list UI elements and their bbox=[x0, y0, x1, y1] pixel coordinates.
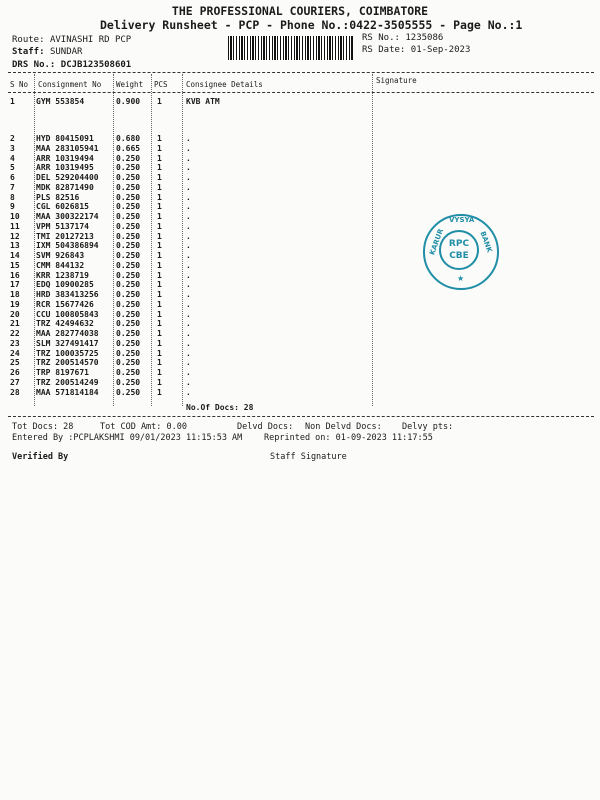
reprinted-on: Reprinted on: 01-09-2023 11:17:55 bbox=[264, 433, 433, 443]
company-title: THE PROFESSIONAL COURIERS, COIMBATORE bbox=[171, 4, 429, 18]
bank-stamp bbox=[423, 214, 499, 290]
row-sno: 18 bbox=[10, 290, 20, 299]
rs-date-value: 01-Sep-2023 bbox=[410, 45, 471, 55]
row-consignee: . bbox=[186, 348, 191, 358]
table-row bbox=[0, 388, 600, 398]
row-consignee: . bbox=[186, 338, 191, 348]
table-row bbox=[0, 202, 600, 212]
row-consignment: RCR 15677426 bbox=[36, 299, 94, 309]
stamp-ring-right: BANK bbox=[478, 230, 494, 254]
table-row bbox=[0, 339, 600, 349]
col-consignee: Consignee Details bbox=[186, 80, 263, 89]
table-row bbox=[0, 271, 600, 281]
row-consignee: . bbox=[186, 290, 191, 299]
row-pcs: 1 bbox=[157, 153, 162, 163]
table-row bbox=[0, 378, 600, 388]
row-pcs: 1 bbox=[157, 97, 162, 106]
table-row bbox=[0, 310, 600, 320]
row-consignment: CMM 844132 bbox=[36, 260, 85, 270]
row-sno: 11 bbox=[10, 221, 20, 231]
row-consignment: MAA 571814184 bbox=[36, 387, 99, 397]
row-sno: 7 bbox=[10, 182, 15, 192]
row-pcs: 1 bbox=[157, 143, 162, 153]
table-row bbox=[0, 144, 600, 154]
route-label: Route: bbox=[12, 35, 45, 45]
row-pcs: 1 bbox=[157, 182, 162, 192]
row-consignment: EDQ 10900285 bbox=[36, 280, 94, 290]
row-pcs: 1 bbox=[157, 329, 162, 338]
rs-no-line bbox=[362, 33, 443, 43]
row-sno: 16 bbox=[10, 270, 20, 280]
row-weight: 0.250 bbox=[116, 358, 141, 368]
table-row bbox=[0, 97, 600, 107]
row-weight: 0.250 bbox=[116, 221, 141, 231]
row-consignment: MAA 283105941 bbox=[36, 143, 99, 153]
row-pcs: 1 bbox=[157, 192, 162, 202]
table-row bbox=[0, 232, 600, 242]
row-pcs: 1 bbox=[157, 299, 162, 309]
row-pcs: 1 bbox=[157, 348, 162, 358]
row-pcs: 1 bbox=[157, 251, 162, 260]
row-consignment: CGL 6026815 bbox=[36, 202, 89, 212]
row-consignee: . bbox=[186, 163, 191, 173]
row-weight: 0.250 bbox=[116, 173, 141, 182]
row-weight: 0.250 bbox=[116, 260, 141, 270]
table-row bbox=[0, 154, 600, 164]
row-weight: 0.680 bbox=[116, 134, 141, 143]
table-row bbox=[0, 251, 600, 261]
staff-line bbox=[12, 47, 82, 57]
row-consignee: . bbox=[186, 173, 191, 182]
table-row bbox=[0, 329, 600, 339]
row-pcs: 1 bbox=[157, 221, 162, 231]
table-row bbox=[0, 183, 600, 193]
row-sno: 15 bbox=[10, 260, 20, 270]
row-consignment: VPM 5137174 bbox=[36, 221, 89, 231]
row-consignee: . bbox=[186, 241, 191, 251]
table-row bbox=[0, 241, 600, 251]
row-sno: 5 bbox=[10, 163, 15, 173]
row-consignment: SLM 327491417 bbox=[36, 338, 99, 348]
row-weight: 0.250 bbox=[116, 348, 141, 358]
row-weight: 0.250 bbox=[116, 377, 141, 387]
table-row bbox=[0, 134, 600, 144]
row-weight: 0.900 bbox=[116, 97, 141, 106]
col-weight: Weight bbox=[116, 80, 144, 89]
row-pcs: 1 bbox=[157, 231, 162, 241]
row-consignment: TRZ 100035725 bbox=[36, 348, 99, 358]
row-pcs: 1 bbox=[157, 387, 162, 397]
route-line bbox=[12, 35, 131, 45]
table-row bbox=[0, 358, 600, 368]
tot-docs: Tot Docs: 28 bbox=[12, 422, 74, 432]
table-row bbox=[0, 368, 600, 378]
row-sno: 3 bbox=[10, 143, 15, 153]
row-consignee: . bbox=[186, 192, 191, 202]
row-consignee: . bbox=[186, 221, 191, 231]
table-row bbox=[0, 261, 600, 271]
row-sno: 26 bbox=[10, 368, 20, 377]
row-consignment: PLS 82516 bbox=[36, 192, 80, 202]
drs-value: DCJB123508601 bbox=[60, 60, 132, 70]
row-consignee: KVB ATM bbox=[186, 97, 220, 106]
row-consignment: IXM 504386894 bbox=[36, 241, 99, 251]
staff-label: Staff: bbox=[12, 47, 45, 57]
row-pcs: 1 bbox=[157, 260, 162, 270]
footer-rule bbox=[8, 416, 594, 417]
row-consignee: . bbox=[186, 280, 191, 290]
col-consignment: Consignment No bbox=[38, 80, 102, 89]
row-consignment: CCU 100805843 bbox=[36, 309, 99, 319]
row-consignee: . bbox=[186, 134, 191, 143]
table-row bbox=[0, 280, 600, 290]
header-bottom-rule bbox=[8, 92, 594, 93]
table-row bbox=[0, 349, 600, 359]
row-pcs: 1 bbox=[157, 241, 162, 251]
table-row bbox=[0, 319, 600, 329]
row-sno: 4 bbox=[10, 153, 15, 163]
row-weight: 0.250 bbox=[116, 280, 141, 290]
row-weight: 0.250 bbox=[116, 241, 141, 251]
row-weight: 0.250 bbox=[116, 231, 141, 241]
stamp-center-top: RPC bbox=[448, 239, 470, 249]
row-pcs: 1 bbox=[157, 338, 162, 348]
row-consignee: . bbox=[186, 260, 191, 270]
row-consignee: . bbox=[186, 358, 191, 368]
row-pcs: 1 bbox=[157, 290, 162, 299]
row-consignee: . bbox=[186, 202, 191, 212]
row-sno: 28 bbox=[10, 387, 20, 397]
row-pcs: 1 bbox=[157, 173, 162, 182]
row-pcs: 1 bbox=[157, 368, 162, 377]
table-row bbox=[0, 163, 600, 173]
row-consignment: DEL 529204400 bbox=[36, 173, 99, 182]
row-pcs: 1 bbox=[157, 377, 162, 387]
row-sno: 8 bbox=[10, 192, 15, 202]
row-weight: 0.250 bbox=[116, 319, 141, 329]
stamp-center-bottom: CBE bbox=[449, 251, 469, 261]
delvd-docs: Delvd Docs: bbox=[237, 422, 294, 432]
row-weight: 0.665 bbox=[116, 143, 141, 153]
row-sno: 17 bbox=[10, 280, 20, 290]
row-sno: 6 bbox=[10, 173, 15, 182]
row-consignee: . bbox=[186, 153, 191, 163]
row-pcs: 1 bbox=[157, 270, 162, 280]
rs-date-label: RS Date: bbox=[362, 45, 406, 55]
row-sno: 21 bbox=[10, 319, 20, 329]
row-consignment: ARR 10319495 bbox=[36, 163, 94, 173]
row-pcs: 1 bbox=[157, 202, 162, 212]
row-pcs: 1 bbox=[157, 319, 162, 329]
row-consignment: MDK 82871490 bbox=[36, 182, 94, 192]
row-sno: 13 bbox=[10, 241, 20, 251]
row-consignment: TRP 8197671 bbox=[36, 368, 89, 377]
table-row bbox=[0, 290, 600, 300]
verified-by: Verified By bbox=[12, 452, 69, 462]
delvy-pts: Delvy pts: bbox=[402, 422, 454, 432]
row-sno: 1 bbox=[10, 97, 15, 106]
rs-date-line bbox=[362, 45, 470, 55]
row-consignee: . bbox=[186, 377, 191, 387]
stamp-ring-top: VYSYA bbox=[449, 216, 475, 224]
row-consignment: TMI 20127213 bbox=[36, 231, 94, 241]
row-weight: 0.250 bbox=[116, 329, 141, 338]
row-weight: 0.250 bbox=[116, 153, 141, 163]
row-weight: 0.250 bbox=[116, 182, 141, 192]
row-consignee: . bbox=[186, 231, 191, 241]
row-sno: 14 bbox=[10, 251, 20, 260]
row-weight: 0.250 bbox=[116, 202, 141, 212]
row-weight: 0.250 bbox=[116, 270, 141, 280]
staff-value: SUNDAR bbox=[49, 47, 83, 57]
row-weight: 0.250 bbox=[116, 192, 141, 202]
no-of-docs: No.Of Docs: 28 bbox=[186, 403, 254, 412]
table-row bbox=[0, 193, 600, 203]
stamp-center bbox=[439, 230, 479, 270]
row-consignment: MAA 300322174 bbox=[36, 212, 99, 221]
table-row bbox=[0, 173, 600, 183]
row-sno: 19 bbox=[10, 299, 20, 309]
row-pcs: 1 bbox=[157, 134, 162, 143]
row-weight: 0.250 bbox=[116, 212, 141, 221]
row-pcs: 1 bbox=[157, 280, 162, 290]
row-weight: 0.250 bbox=[116, 387, 141, 397]
drs-line bbox=[12, 60, 131, 70]
row-consignment: TRZ 42494632 bbox=[36, 319, 94, 329]
row-consignment: HRD 383413256 bbox=[36, 290, 99, 299]
row-consignment: TRZ 200514570 bbox=[36, 358, 99, 368]
row-consignee: . bbox=[186, 299, 191, 309]
row-consignment: GYM 553854 bbox=[36, 97, 85, 106]
row-consignment: TRZ 200514249 bbox=[36, 377, 99, 387]
row-consignee: . bbox=[186, 319, 191, 329]
star-icon: ★ bbox=[457, 274, 465, 283]
entered-by: Entered By :PCPLAKSHMI 09/01/2023 11:15:53 AM bbox=[12, 433, 243, 443]
row-weight: 0.250 bbox=[116, 299, 141, 309]
row-consignee: . bbox=[186, 143, 191, 153]
col-sno: S No bbox=[10, 80, 29, 89]
row-sno: 12 bbox=[10, 231, 20, 241]
row-sno: 10 bbox=[10, 212, 20, 221]
row-weight: 0.250 bbox=[116, 251, 141, 260]
row-consignee: . bbox=[186, 329, 191, 338]
header-top-rule bbox=[8, 72, 594, 73]
row-sno: 23 bbox=[10, 338, 20, 348]
row-consignee: . bbox=[186, 251, 191, 260]
rs-no-value: 1235086 bbox=[405, 33, 444, 43]
row-consignment: ARR 10319494 bbox=[36, 153, 94, 163]
stamp-ring-left: KARUR bbox=[428, 227, 446, 257]
row-sno: 27 bbox=[10, 377, 20, 387]
row-weight: 0.250 bbox=[116, 163, 141, 173]
row-sno: 24 bbox=[10, 348, 20, 358]
row-consignee: . bbox=[186, 309, 191, 319]
row-pcs: 1 bbox=[157, 358, 162, 368]
row-sno: 2 bbox=[10, 134, 15, 143]
table-row bbox=[0, 300, 600, 310]
row-consignment: KRR 1238719 bbox=[36, 270, 89, 280]
row-consignment: SVM 926843 bbox=[36, 251, 85, 260]
staff-signature: Staff Signature bbox=[270, 452, 347, 462]
row-consignee: . bbox=[186, 368, 191, 377]
row-pcs: 1 bbox=[157, 212, 162, 221]
row-weight: 0.250 bbox=[116, 338, 141, 348]
route-value: AVINASHI RD PCP bbox=[49, 35, 132, 45]
row-pcs: 1 bbox=[157, 163, 162, 173]
row-consignee: . bbox=[186, 182, 191, 192]
row-sno: 20 bbox=[10, 309, 20, 319]
non-delvd-docs: Non Delvd Docs: bbox=[305, 422, 382, 432]
col-signature: Signature bbox=[376, 76, 417, 85]
row-sno: 25 bbox=[10, 358, 20, 368]
table-row bbox=[0, 222, 600, 232]
col-pcs: PCS bbox=[154, 80, 168, 89]
row-consignment: MAA 282774038 bbox=[36, 329, 99, 338]
row-weight: 0.250 bbox=[116, 309, 141, 319]
row-consignee: . bbox=[186, 387, 191, 397]
tot-cod: Tot COD Amt: 0.00 bbox=[100, 422, 187, 432]
drs-label: DRS No.: bbox=[12, 60, 56, 70]
row-consignee: . bbox=[186, 212, 191, 221]
row-consignee: . bbox=[186, 270, 191, 280]
row-consignment: HYD 80415091 bbox=[36, 134, 94, 143]
row-weight: 0.250 bbox=[116, 290, 141, 299]
row-weight: 0.250 bbox=[116, 368, 141, 377]
row-pcs: 1 bbox=[157, 309, 162, 319]
barcode bbox=[228, 36, 354, 60]
table-row bbox=[0, 212, 600, 222]
runsheet-subtitle: Delivery Runsheet - PCP - Phone No.:0422-3505555 - Page No.:1 bbox=[100, 18, 523, 32]
row-sno: 9 bbox=[10, 202, 15, 212]
row-sno: 22 bbox=[10, 329, 20, 338]
rs-no-label: RS No.: bbox=[362, 33, 400, 43]
